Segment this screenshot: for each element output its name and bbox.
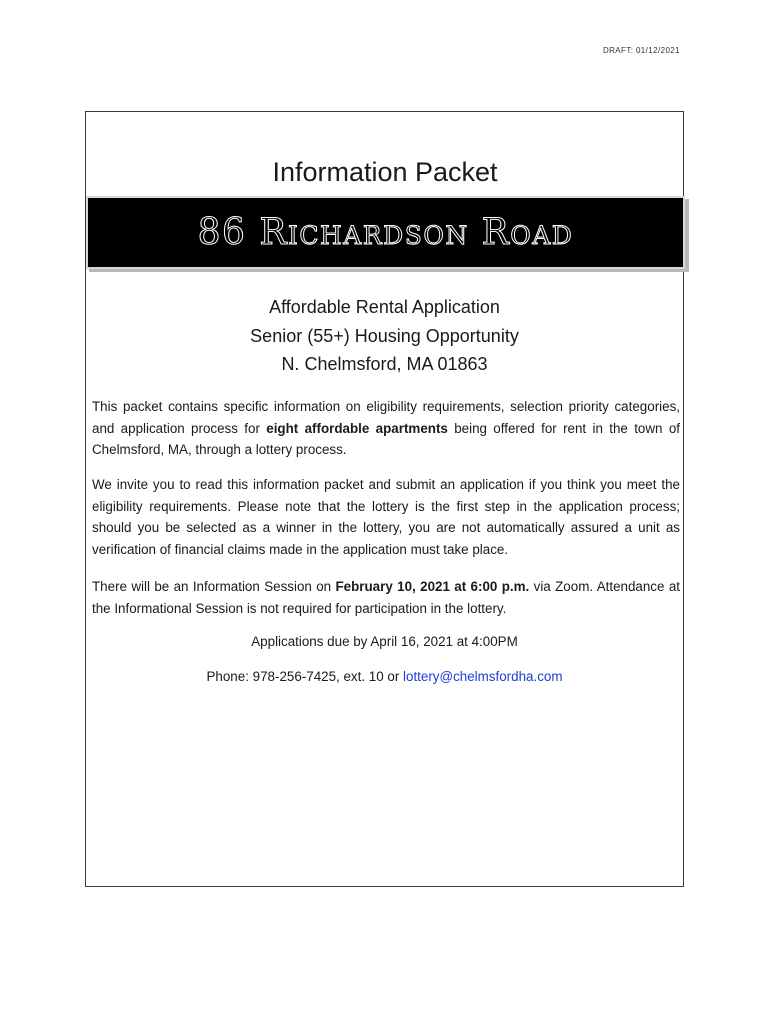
session-text-end: via Zoom. Attendance at the Informational Session is not required for participation in the lottery.: [92, 579, 680, 616]
info-session-paragraph: [92, 576, 680, 619]
intro-text-bold: eight affordable apartments: [266, 420, 448, 436]
contact-line: [85, 669, 684, 684]
subtitle-block: [85, 293, 684, 379]
applications-due-line: Applications due by April 16, 2021 at 4:00PM: [251, 634, 518, 649]
address-banner-text: 86 Richardson Road: [197, 212, 574, 253]
subtitle-housing-opportunity: Senior (55+) Housing Opportunity: [250, 325, 519, 346]
session-text-start: There will be an Information Session on: [92, 579, 336, 594]
email-link[interactable]: lottery@chelmsfordha.com: [403, 669, 563, 684]
address-banner: [86, 196, 685, 269]
subtitle-location: N. Chelmsford, MA 01863: [281, 354, 488, 374]
draft-date-label: DRAFT: 01/12/2021: [602, 46, 680, 55]
session-date-bold: February 10, 2021 at 6:00 p.m.: [335, 579, 530, 594]
intro-text-end: being offered for rent in the town of Chelmsford, MA, through a lottery process.: [92, 420, 681, 457]
subtitle-application-type: Affordable Rental Application: [269, 297, 500, 317]
page-title: Information Packet: [272, 157, 498, 187]
invite-paragraph: We invite you to read this information packet and submit an application if you think you meet the eligibility requirements. Please note that the lottery is the first step in the application process; should you be selected as a winner in the lottery, you are not automatically assured a unit as verification of financial claims made in the application must take place.: [92, 477, 680, 557]
phone-text: Phone: 978-256-7425, ext. 10 or: [206, 669, 404, 684]
intro-paragraph: [92, 396, 680, 461]
intro-text-start: This packet contains specific information on eligibility requirements, selection priority categories, and application process for: [92, 399, 680, 436]
